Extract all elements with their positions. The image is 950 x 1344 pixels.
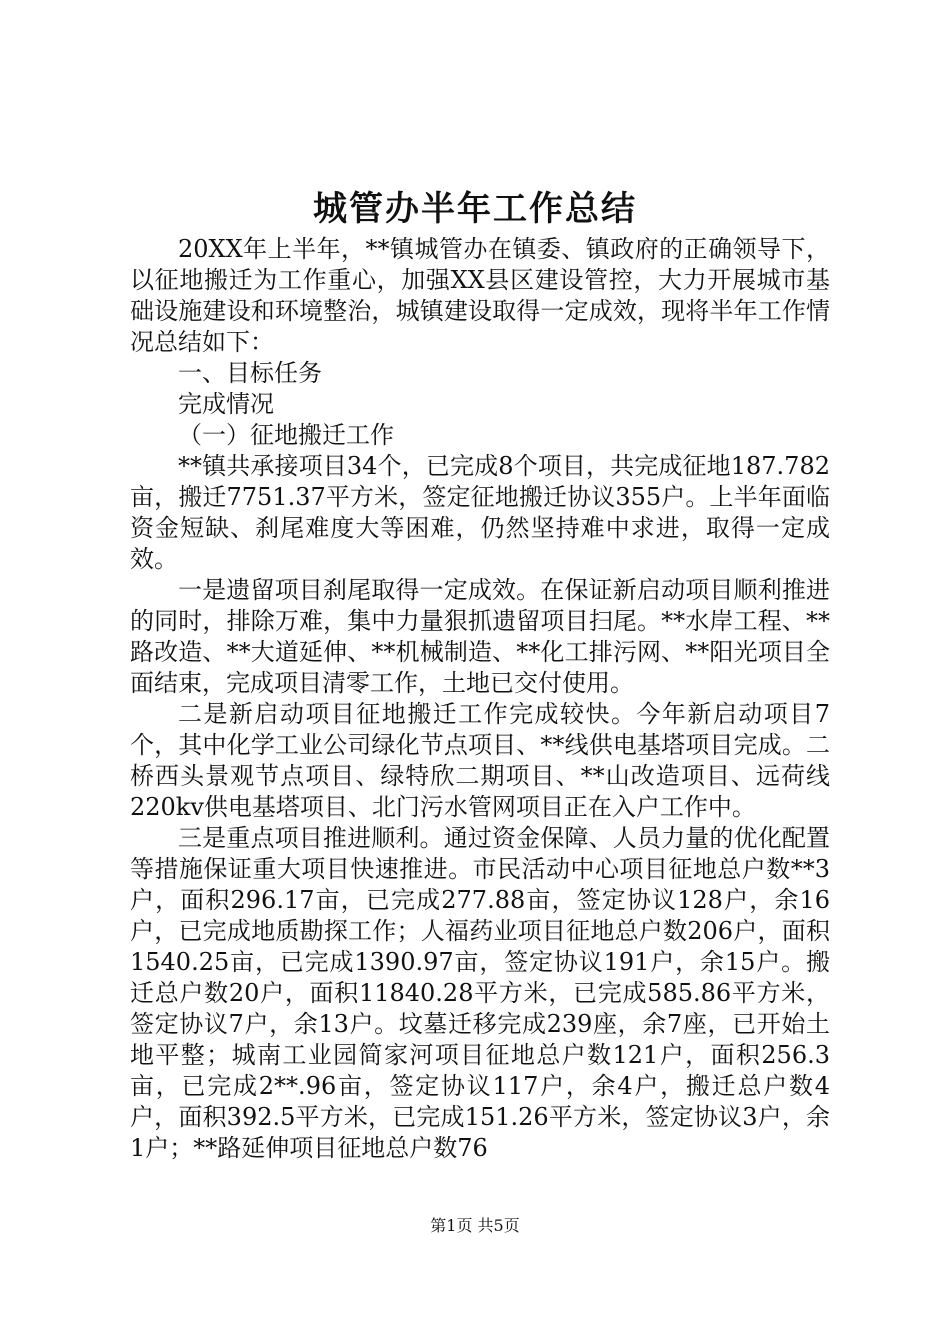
- paragraph-key-projects: 三是重点项目推进顺利。通过资金保障、人员力量的优化配置等措施保证重大项目快速推进。市民活动中心项目征地总户数**3户，面积296.17亩，已完成277.88亩，签定协议128户，余16户，已完成地质勘探工作；人福药业项目征地总户数206户，面积1540.25亩，已完成1390.97亩，签定协议191户，余15户。搬迁总户数20户，面积11840.28平方米，已完成585.86平方米，签定协议7户，余13户。坟墓迁移完成239座，余7座，已开始土地平整；城南工业园简家河项目征地总户数121户，面积256.3亩，已完成2**.96亩，签定协议117户，余4户，搬迁总户数4户，面积392.5平方米，已完成151.26平方米，签定协议3户，余1户；**路延伸项目征地总户数76: [130, 824, 830, 1162]
- section-subheading-land-acquisition: （一）征地搬迁工作: [178, 421, 394, 449]
- section-heading-goals: 一、目标任务: [178, 359, 322, 387]
- document-title: 城管办半年工作总结: [313, 189, 637, 229]
- document-body: [130, 234, 830, 1164]
- paragraph-new-projects: 二是新启动项目征地搬迁工作完成较快。今年新启动项目7个，其中化学工业公司绿化节点项目、**线供电基塔项目完成。二桥西头景观节点项目、绿特欣二期项目、**山改造项目、远荷线220kv供电基塔项目、北门污水管网项目正在入户工作中。: [130, 700, 830, 821]
- paragraph-intro: 20XX年上半年，**镇城管办在镇委、镇政府的正确领导下，以征地搬迁为工作重心，加强XX县区建设管控，大力开展城市基础设施建设和环境整治，城镇建设取得一定成效，现将半年工作情况总结如下：: [130, 235, 830, 356]
- page-footer: 第1页 共5页: [430, 1216, 520, 1235]
- section-subheading-completion: 完成情况: [178, 390, 274, 418]
- paragraph-legacy-projects: 一是遗留项目刹尾取得一定成效。在保证新启动项目顺利推进的同时，排除万难，集中力量狠抓遗留项目扫尾。**水岸工程、**路改造、**大道延伸、**机械制造、**化工排污网、**阳光项目全面结束，完成项目清零工作，土地已交付使用。: [130, 576, 830, 697]
- paragraph-land-summary: **镇共承接项目34个，已完成8个项目，共完成征地187.782亩，搬迁7751.37平方米，签定征地搬迁协议355户。上半年面临资金短缺、刹尾难度大等困难，仍然坚持难中求进，取得一定成效。: [130, 452, 830, 573]
